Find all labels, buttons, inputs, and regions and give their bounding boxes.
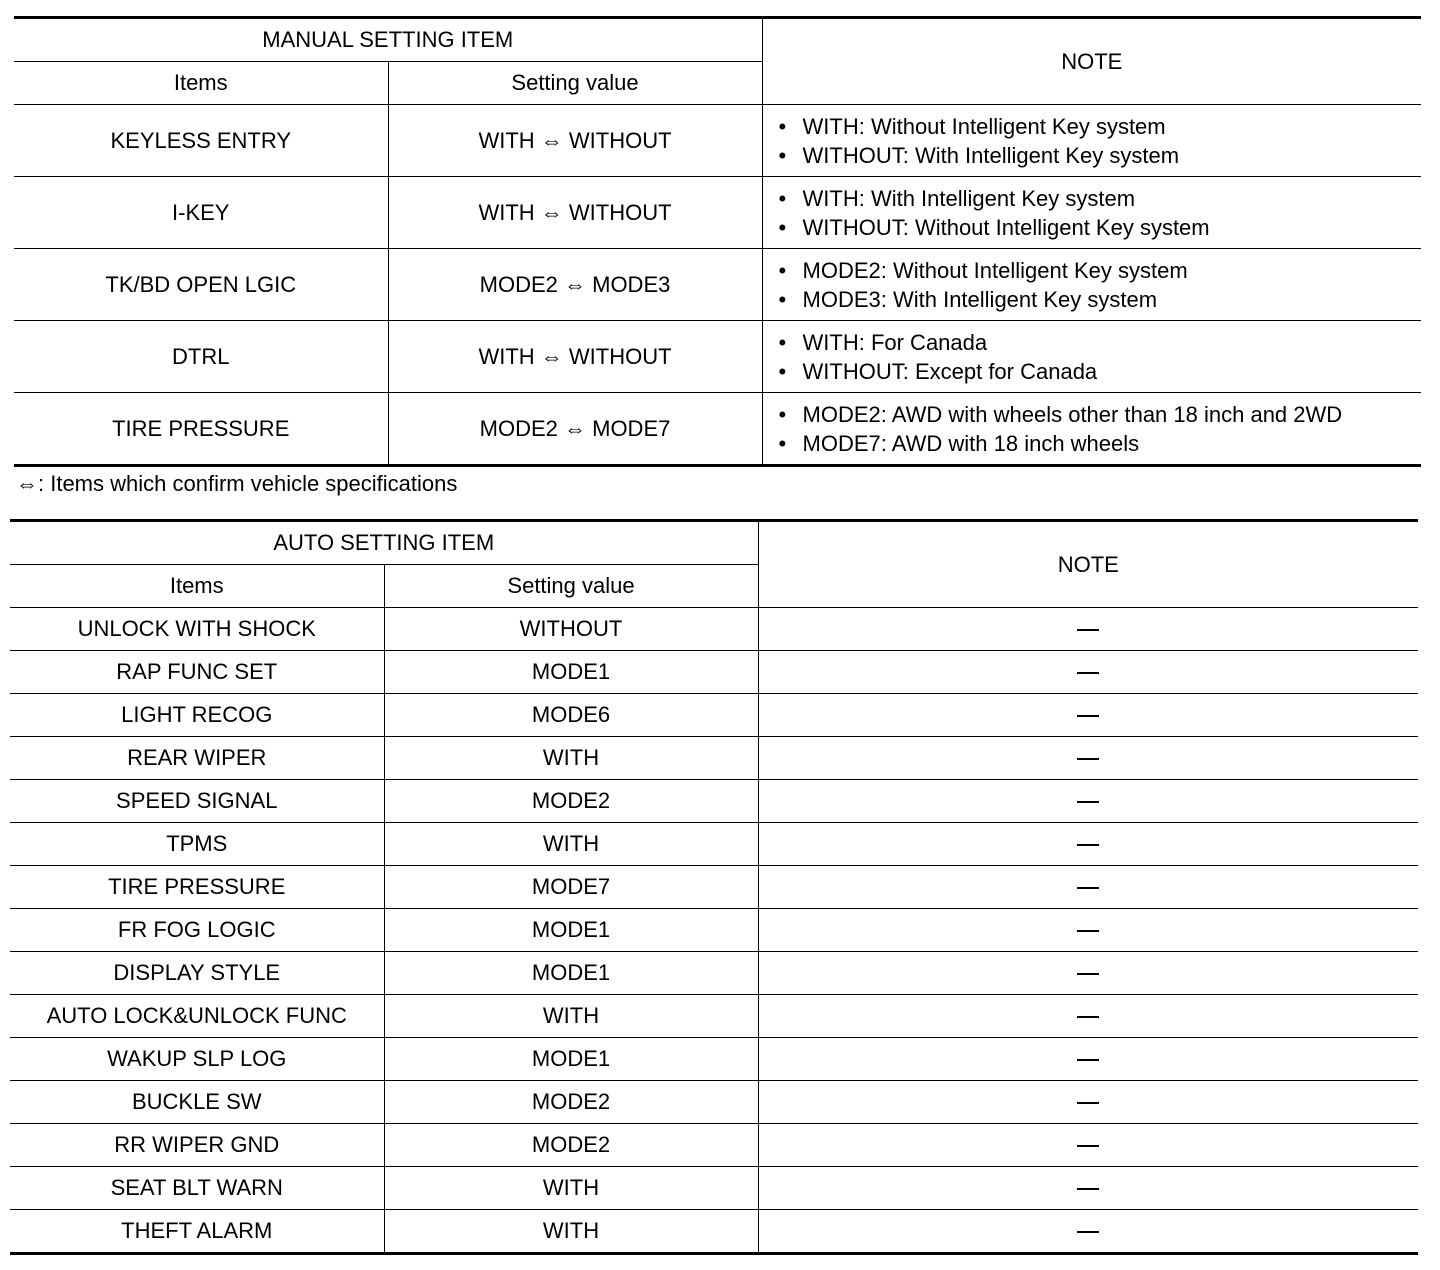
dash-icon xyxy=(1077,844,1099,846)
dash-icon xyxy=(1077,1188,1099,1190)
note-bullet-line xyxy=(779,285,1422,314)
manual-items-header: Items xyxy=(14,62,388,105)
setting-note xyxy=(758,1167,1418,1210)
setting-note xyxy=(758,694,1418,737)
setting-value: WITH xyxy=(384,1167,758,1210)
note-bullet-line xyxy=(779,213,1422,242)
setting-note xyxy=(762,393,1421,466)
setting-item: AUTO LOCK&UNLOCK FUNC xyxy=(10,995,384,1038)
setting-note xyxy=(758,823,1418,866)
setting-item: RR WIPER GND xyxy=(10,1124,384,1167)
setting-item: THEFT ALARM xyxy=(10,1210,384,1254)
auto-items-header: Items xyxy=(10,565,384,608)
setting-item: UNLOCK WITH SHOCK xyxy=(10,608,384,651)
dash-icon xyxy=(1077,758,1099,760)
note-text: WITH: Without Intelligent Key system xyxy=(802,113,1166,139)
table-row xyxy=(10,651,1418,694)
setting-value: WITH xyxy=(384,737,758,780)
auto-note-header: NOTE xyxy=(758,521,1418,608)
setting-value: WITH xyxy=(384,823,758,866)
setting-value: MODE6 xyxy=(384,694,758,737)
dash-icon xyxy=(1077,801,1099,803)
setting-value: MODE7 xyxy=(384,866,758,909)
table-row xyxy=(10,694,1418,737)
setting-value: MODE1 xyxy=(384,909,758,952)
note-text: WITHOUT: Without Intelligent Key system xyxy=(802,214,1210,240)
note-bullet-line xyxy=(779,112,1422,141)
note-text: WITHOUT: With Intelligent Key system xyxy=(802,142,1180,168)
table-row xyxy=(10,1038,1418,1081)
setting-note xyxy=(758,1124,1418,1167)
setting-item: FR FOG LOGIC xyxy=(10,909,384,952)
setting-value: MODE2 xyxy=(384,1081,758,1124)
note-bullet-line xyxy=(779,256,1422,285)
setting-note xyxy=(762,249,1421,321)
table-row xyxy=(10,995,1418,1038)
setting-item: TIRE PRESSURE xyxy=(14,393,388,466)
setting-value: WITH xyxy=(384,995,758,1038)
dash-icon xyxy=(1077,1016,1099,1018)
setting-value: WITH ⇔ WITHOUT xyxy=(388,105,762,177)
note-text: WITHOUT: Except for Canada xyxy=(802,358,1098,384)
bullet-icon: • xyxy=(778,185,787,211)
table-row xyxy=(10,823,1418,866)
setting-note xyxy=(758,737,1418,780)
table-row xyxy=(14,321,1421,393)
manual-table-title: MANUAL SETTING ITEM xyxy=(14,18,762,62)
note-bullet-line xyxy=(779,400,1422,429)
setting-item: SEAT BLT WARN xyxy=(10,1167,384,1210)
table-row xyxy=(10,1210,1418,1254)
setting-note xyxy=(758,866,1418,909)
setting-item: DISPLAY STYLE xyxy=(10,952,384,995)
note-bullet-line xyxy=(779,184,1422,213)
legend-note: ⇔: Items which confirm vehicle specifications xyxy=(16,471,458,496)
auto-setting-table xyxy=(10,519,1418,1255)
setting-value: MODE1 xyxy=(384,952,758,995)
table-row xyxy=(10,1167,1418,1210)
dash-icon xyxy=(1077,629,1099,631)
setting-note xyxy=(762,105,1421,177)
setting-item: SPEED SIGNAL xyxy=(10,780,384,823)
table-row xyxy=(10,1124,1418,1167)
auto-table-title: AUTO SETTING ITEM xyxy=(10,521,758,565)
setting-value: WITH ⇔ WITHOUT xyxy=(388,177,762,249)
dash-icon xyxy=(1077,887,1099,889)
setting-value: WITHOUT xyxy=(384,608,758,651)
manual-setting-table xyxy=(14,16,1421,467)
note-text: WITH: For Canada xyxy=(802,329,988,355)
setting-note xyxy=(758,651,1418,694)
note-bullet-line xyxy=(779,357,1422,386)
setting-note xyxy=(758,952,1418,995)
dash-icon xyxy=(1077,672,1099,674)
auto-header-row xyxy=(10,521,1418,565)
note-bullet-line xyxy=(779,429,1422,458)
bullet-icon: • xyxy=(778,401,787,427)
setting-item: LIGHT RECOG xyxy=(10,694,384,737)
setting-item: I-KEY xyxy=(14,177,388,249)
note-text: MODE3: With Intelligent Key system xyxy=(802,286,1158,312)
note-text: WITH: With Intelligent Key system xyxy=(802,185,1136,211)
setting-item: BUCKLE SW xyxy=(10,1081,384,1124)
setting-item: TK/BD OPEN LGIC xyxy=(14,249,388,321)
bullet-icon: • xyxy=(778,358,787,384)
manual-table-body xyxy=(14,18,1421,466)
dash-icon xyxy=(1077,930,1099,932)
setting-value: MODE2 ⇔ MODE3 xyxy=(388,249,762,321)
setting-value: MODE1 xyxy=(384,1038,758,1081)
table-row xyxy=(10,909,1418,952)
setting-item: KEYLESS ENTRY xyxy=(14,105,388,177)
table-row xyxy=(10,608,1418,651)
setting-item: REAR WIPER xyxy=(10,737,384,780)
dash-icon xyxy=(1077,1059,1099,1061)
bullet-icon: • xyxy=(778,214,787,240)
setting-value: MODE2 xyxy=(384,780,758,823)
setting-note xyxy=(758,780,1418,823)
table-row xyxy=(10,780,1418,823)
setting-value: MODE1 xyxy=(384,651,758,694)
table-row xyxy=(14,177,1421,249)
auto-table-body xyxy=(10,521,1418,1254)
auto-value-header: Setting value xyxy=(384,565,758,608)
setting-note xyxy=(758,608,1418,651)
note-text: MODE2: Without Intelligent Key system xyxy=(802,257,1188,283)
setting-note xyxy=(762,321,1421,393)
setting-note xyxy=(758,1038,1418,1081)
setting-value: MODE2 xyxy=(384,1124,758,1167)
setting-item: RAP FUNC SET xyxy=(10,651,384,694)
setting-note xyxy=(758,1210,1418,1254)
dash-icon xyxy=(1077,1231,1099,1233)
bullet-icon: • xyxy=(778,113,787,139)
setting-item: TPMS xyxy=(10,823,384,866)
setting-value: WITH xyxy=(384,1210,758,1254)
setting-item: WAKUP SLP LOG xyxy=(10,1038,384,1081)
table-row xyxy=(14,249,1421,321)
setting-note xyxy=(758,995,1418,1038)
note-bullet-line xyxy=(779,141,1422,170)
dash-icon xyxy=(1077,973,1099,975)
bullet-icon: • xyxy=(778,329,787,355)
table-row xyxy=(10,737,1418,780)
manual-value-header: Setting value xyxy=(388,62,762,105)
setting-note xyxy=(762,177,1421,249)
note-text: MODE2: AWD with wheels other than 18 inch and 2WD xyxy=(802,401,1343,427)
bullet-icon: • xyxy=(778,257,787,283)
setting-value: MODE2 ⇔ MODE7 xyxy=(388,393,762,466)
bullet-icon: • xyxy=(778,286,787,312)
note-bullet-line xyxy=(779,328,1422,357)
setting-item: TIRE PRESSURE xyxy=(10,866,384,909)
table-row xyxy=(14,393,1421,466)
note-text: MODE7: AWD with 18 inch wheels xyxy=(802,430,1140,456)
table-row xyxy=(10,1081,1418,1124)
setting-item: DTRL xyxy=(14,321,388,393)
setting-value: WITH ⇔ WITHOUT xyxy=(388,321,762,393)
dash-icon xyxy=(1077,1145,1099,1147)
table-row xyxy=(14,105,1421,177)
setting-note xyxy=(758,909,1418,952)
table-row xyxy=(10,866,1418,909)
dash-icon xyxy=(1077,715,1099,717)
manual-note-header: NOTE xyxy=(762,18,1421,105)
table-row xyxy=(10,952,1418,995)
bullet-icon: • xyxy=(778,430,787,456)
bullet-icon: • xyxy=(778,142,787,168)
setting-note xyxy=(758,1081,1418,1124)
dash-icon xyxy=(1077,1102,1099,1104)
manual-header-row xyxy=(14,18,1421,62)
